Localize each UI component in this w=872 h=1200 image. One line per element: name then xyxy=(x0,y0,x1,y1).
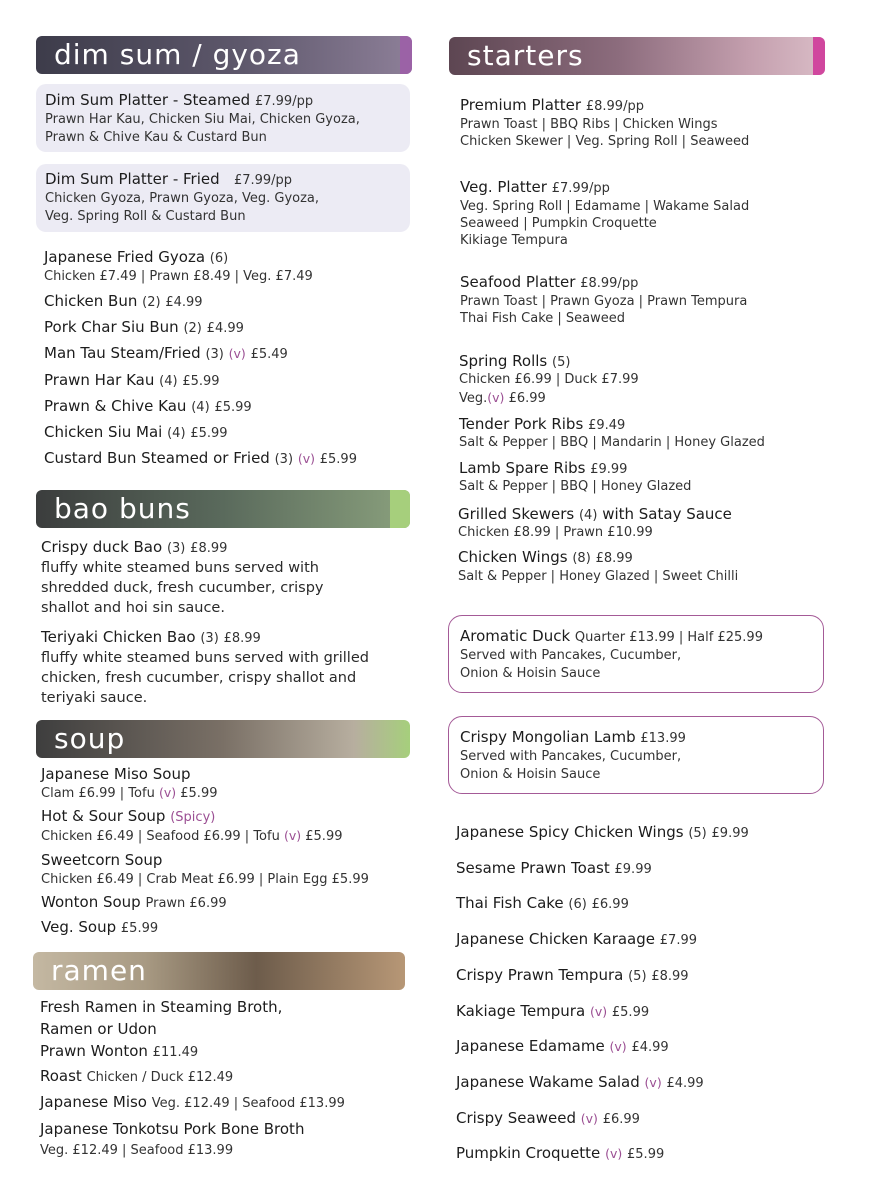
item-desc: Veg. Spring Roll & Custard Bun xyxy=(45,209,246,224)
item-desc: Onion & Hoisin Sauce xyxy=(460,666,601,681)
menu-item xyxy=(456,859,652,879)
item-qty: (6) xyxy=(568,897,587,913)
item-desc: Chicken £7.49 | Prawn £8.49 | Veg. £7.49 xyxy=(44,269,313,284)
veg-mark: (v) xyxy=(605,1146,623,1162)
item-name: Tender Pork Ribs xyxy=(459,415,584,433)
item-price: £7.99/pp xyxy=(233,173,293,188)
item-price: £8.99 xyxy=(651,968,689,984)
menu-item xyxy=(41,628,261,648)
item-desc: Served with Pancakes, Cucumber, xyxy=(460,749,682,764)
item-desc: Prawn Har Kau, Chicken Siu Mai, Chicken Gyoza, xyxy=(45,112,360,127)
item-desc: Chicken Gyoza, Prawn Gyoza, Veg. Gyoza, xyxy=(45,191,320,206)
item-name: Dim Sum Platter - Steamed xyxy=(45,91,251,109)
item-name-suffix: with Satay Sauce xyxy=(602,505,732,523)
item-name: Prawn Wonton xyxy=(40,1042,148,1060)
item-price: £9.99 xyxy=(614,861,652,877)
menu-item xyxy=(456,1073,704,1093)
menu-item xyxy=(40,1042,198,1062)
desc-text: Chicken £6.49 | Seafood £6.99 | Tofu xyxy=(41,829,280,844)
veg-mark: (v) xyxy=(228,346,246,362)
menu-item xyxy=(460,273,638,293)
item-name: Wonton Soup xyxy=(41,893,141,911)
section-banner-ramen xyxy=(33,952,405,990)
menu-item xyxy=(41,765,190,783)
menu-item xyxy=(44,344,288,364)
item-price: £11.49 xyxy=(152,1045,199,1060)
veg-mark: (v) xyxy=(644,1074,662,1090)
item-desc: Veg. Spring Roll | Edamame | Wakame Salad xyxy=(460,199,750,214)
section-banner-dimsum xyxy=(36,36,412,74)
item-name: Prawn & Chive Kau xyxy=(44,396,187,415)
menu-item xyxy=(459,415,625,435)
accent-strip xyxy=(400,36,412,74)
item-name: Lamb Spare Ribs xyxy=(459,459,586,477)
item-name: Pumpkin Croquette xyxy=(456,1144,601,1163)
item-name: Spring Rolls xyxy=(459,352,548,370)
menu-item xyxy=(456,1144,664,1164)
ramen-intro: Fresh Ramen in Steaming Broth, xyxy=(40,998,283,1016)
item-name: Crispy Prawn Tempura xyxy=(456,965,624,984)
item-name: Crispy duck Bao xyxy=(41,538,163,556)
veg-mark: (v) xyxy=(589,1003,608,1019)
menu-item xyxy=(45,170,292,190)
item-qty: (4) xyxy=(578,508,598,523)
section-title: bao buns xyxy=(54,492,191,525)
desc-text: Clam £6.99 | Tofu xyxy=(41,786,155,801)
item-name: Premium Platter xyxy=(460,96,582,114)
item-qty: (4) xyxy=(167,426,186,441)
menu-item xyxy=(459,352,570,372)
item-price: Veg. £12.49 | Seafood £13.99 xyxy=(151,1096,345,1111)
section-title: starters xyxy=(467,39,584,72)
item-desc: Salt & Pepper | BBQ | Honey Glazed xyxy=(459,479,692,494)
item-price: £4.99 xyxy=(666,1075,704,1091)
section-banner-bao xyxy=(36,490,410,528)
item-name: Seafood Platter xyxy=(460,273,576,291)
item-qty: (3) xyxy=(200,631,219,646)
item-qty: (8) xyxy=(572,551,591,566)
item-name: Sweetcorn Soup xyxy=(41,851,163,869)
item-price: £6.99 xyxy=(591,897,629,913)
menu-item xyxy=(45,91,313,111)
veg-mark: (v) xyxy=(580,1110,598,1126)
desc-text: Veg. xyxy=(459,391,488,406)
item-name: Thai Fish Cake xyxy=(456,894,564,913)
item-desc: Chicken £8.99 | Prawn £10.99 xyxy=(458,525,653,540)
menu-item xyxy=(44,292,203,312)
menu-item xyxy=(460,178,610,198)
item-desc: Veg. £12.49 | Seafood £13.99 xyxy=(40,1143,234,1158)
item-name: Chicken Wings xyxy=(458,548,568,566)
item-name: Japanese Fried Gyoza xyxy=(44,248,206,266)
item-qty: (5) xyxy=(628,968,647,984)
menu-item xyxy=(41,851,162,869)
menu-item xyxy=(44,248,228,268)
section-banner-starters xyxy=(449,37,825,75)
item-desc xyxy=(459,389,546,407)
item-name: Chicken Bun xyxy=(44,292,138,310)
item-qty: (3) xyxy=(274,452,294,468)
item-qty: (5) xyxy=(552,355,571,370)
item-qty: (4) xyxy=(191,399,210,415)
menu-item xyxy=(41,893,227,913)
menu-item xyxy=(460,728,686,748)
item-name: Japanese Wakame Salad xyxy=(456,1072,640,1091)
item-desc xyxy=(41,784,217,802)
item-name: Veg. Platter xyxy=(460,178,547,196)
item-price: £5.49 xyxy=(250,347,288,363)
item-desc: Prawn Toast | BBQ Ribs | Chicken Wings xyxy=(460,117,718,132)
item-desc: Salt & Pepper | BBQ | Mandarin | Honey Glazed xyxy=(459,435,765,450)
item-price: £5.99 xyxy=(120,921,159,936)
menu-item xyxy=(456,1109,640,1129)
menu-item xyxy=(456,1037,669,1057)
menu-item xyxy=(44,397,252,417)
item-price: £4.99 xyxy=(206,321,244,337)
item-name: Custard Bun Steamed or Fried xyxy=(44,449,270,468)
item-price: £7.99/pp xyxy=(551,181,610,196)
item-price: £5.99 xyxy=(182,373,220,389)
item-name: Japanese Miso xyxy=(40,1093,147,1111)
item-price: £8.99/pp xyxy=(585,99,644,114)
item-desc: shredded duck, fresh cucumber, crispy xyxy=(41,580,324,596)
item-name: Grilled Skewers xyxy=(458,505,575,523)
menu-item xyxy=(456,894,629,914)
menu-item xyxy=(40,1093,345,1113)
item-desc: Onion & Hoisin Sauce xyxy=(460,767,601,782)
item-name: Teriyaki Chicken Bao xyxy=(41,628,196,646)
menu-item xyxy=(44,423,228,443)
item-name: Prawn Har Kau xyxy=(44,370,155,389)
item-desc: Served with Pancakes, Cucumber, xyxy=(460,648,682,663)
item-price: £5.99 xyxy=(214,399,252,415)
item-qty: (3) xyxy=(166,541,186,556)
menu-item xyxy=(458,548,633,568)
item-name: Pork Char Siu Bun xyxy=(44,318,179,337)
item-qty: (3) xyxy=(205,347,224,363)
item-name: Aromatic Duck xyxy=(460,627,571,645)
item-price: £8.99/pp xyxy=(580,276,639,291)
veg-mark: (v) xyxy=(283,828,302,843)
veg-mark: (v) xyxy=(609,1039,627,1055)
item-price: £8.99 xyxy=(223,631,261,646)
item-price: £9.99 xyxy=(711,826,749,841)
item-name: Kakiage Tempura xyxy=(456,1001,586,1020)
veg-mark: (v) xyxy=(297,451,315,467)
item-name: Japanese Miso Soup xyxy=(41,765,191,783)
item-desc: fluffy white steamed buns served with grilled xyxy=(41,650,369,666)
item-qty: (2) xyxy=(142,295,161,310)
item-name: Veg. Soup xyxy=(41,918,117,936)
item-name: Roast xyxy=(40,1067,82,1085)
menu-item xyxy=(41,538,227,558)
item-qty: (5) xyxy=(688,826,707,841)
menu-item xyxy=(460,627,763,647)
menu-item xyxy=(458,505,732,525)
item-name: Hot & Sour Soup xyxy=(41,807,166,825)
desc-text: £6.99 xyxy=(508,391,546,406)
item-price: £4.99 xyxy=(631,1040,669,1056)
menu-item xyxy=(459,459,627,479)
item-desc: Prawn & Chive Kau & Custard Bun xyxy=(45,130,267,145)
item-price: £4.99 xyxy=(165,295,203,310)
item-name: Crispy Seaweed xyxy=(456,1108,576,1127)
item-name: Man Tau Steam/Fried xyxy=(44,344,201,363)
item-name: Sesame Prawn Toast xyxy=(456,858,610,877)
item-name: Japanese Tonkotsu Pork Bone Broth xyxy=(40,1120,305,1138)
menu-item xyxy=(460,96,644,116)
item-qty: (4) xyxy=(159,373,178,389)
menu-item xyxy=(456,1002,649,1022)
item-desc: Thai Fish Cake | Seaweed xyxy=(460,311,626,326)
item-price: £5.99 xyxy=(627,1147,665,1163)
desc-text: £5.99 xyxy=(305,829,343,844)
item-name: Crispy Mongolian Lamb xyxy=(460,728,636,746)
section-title: dim sum / gyoza xyxy=(54,38,301,71)
menu-item xyxy=(44,449,357,469)
item-price: £9.99 xyxy=(590,462,628,477)
accent-strip xyxy=(390,490,410,528)
spicy-mark: (Spicy) xyxy=(170,810,216,825)
item-desc: Chicken Skewer | Veg. Spring Roll | Seaweed xyxy=(460,134,750,149)
item-desc: Chicken £6.99 | Duck £7.99 xyxy=(459,372,639,387)
section-title: soup xyxy=(54,722,126,755)
accent-strip xyxy=(813,37,825,75)
menu-item xyxy=(456,823,749,843)
section-banner-soup xyxy=(36,720,410,758)
item-name: Japanese Chicken Karaage xyxy=(456,930,655,949)
item-desc: Salt & Pepper | Honey Glazed | Sweet Chilli xyxy=(458,569,739,584)
item-price: Prawn £6.99 xyxy=(145,896,227,911)
menu-item xyxy=(456,966,689,986)
item-desc: Prawn Toast | Prawn Gyoza | Prawn Tempura xyxy=(460,294,748,309)
item-qty: (2) xyxy=(183,321,202,337)
menu-item xyxy=(44,371,220,391)
ramen-intro: Ramen or Udon xyxy=(40,1020,157,1038)
menu-item xyxy=(456,930,697,950)
menu-item xyxy=(44,318,244,338)
menu-item xyxy=(40,1120,304,1138)
item-price: £9.49 xyxy=(588,418,626,433)
item-price: Chicken / Duck £12.49 xyxy=(86,1070,234,1085)
veg-mark: (v) xyxy=(487,390,505,405)
item-desc xyxy=(41,827,342,845)
item-price: £5.99 xyxy=(319,452,357,468)
item-price: £8.99 xyxy=(595,551,633,566)
item-name: Japanese Spicy Chicken Wings xyxy=(456,823,684,841)
item-price: £13.99 xyxy=(640,731,686,746)
item-price: £7.99/pp xyxy=(254,94,314,109)
menu-item xyxy=(40,1067,233,1087)
section-title: ramen xyxy=(51,954,147,987)
menu-item xyxy=(41,807,215,827)
item-price: £5.99 xyxy=(611,1004,650,1020)
item-price: £7.99 xyxy=(659,933,697,949)
item-price: £6.99 xyxy=(602,1111,640,1127)
item-price: Quarter £13.99 | Half £25.99 xyxy=(574,630,763,645)
item-desc: Kikiage Tempura xyxy=(460,233,568,248)
item-desc: teriyaki sauce. xyxy=(41,690,148,706)
item-name: Dim Sum Platter - Fried xyxy=(45,170,220,188)
item-desc: Chicken £6.49 | Crab Meat £6.99 | Plain Egg £5.99 xyxy=(41,872,369,887)
item-desc: fluffy white steamed buns served with xyxy=(41,560,319,576)
item-price: £5.99 xyxy=(190,426,228,441)
desc-text: £5.99 xyxy=(180,786,218,801)
item-desc: shallot and hoi sin sauce. xyxy=(41,600,225,616)
item-qty: (6) xyxy=(209,251,229,266)
veg-mark: (v) xyxy=(158,785,177,800)
item-price: £8.99 xyxy=(190,541,228,556)
item-desc: Seaweed | Pumpkin Croquette xyxy=(460,216,657,231)
item-name: Japanese Edamame xyxy=(456,1037,605,1056)
item-desc: chicken, fresh cucumber, crispy shallot and xyxy=(41,670,357,686)
item-name: Chicken Siu Mai xyxy=(44,423,163,441)
menu-item xyxy=(41,918,158,938)
